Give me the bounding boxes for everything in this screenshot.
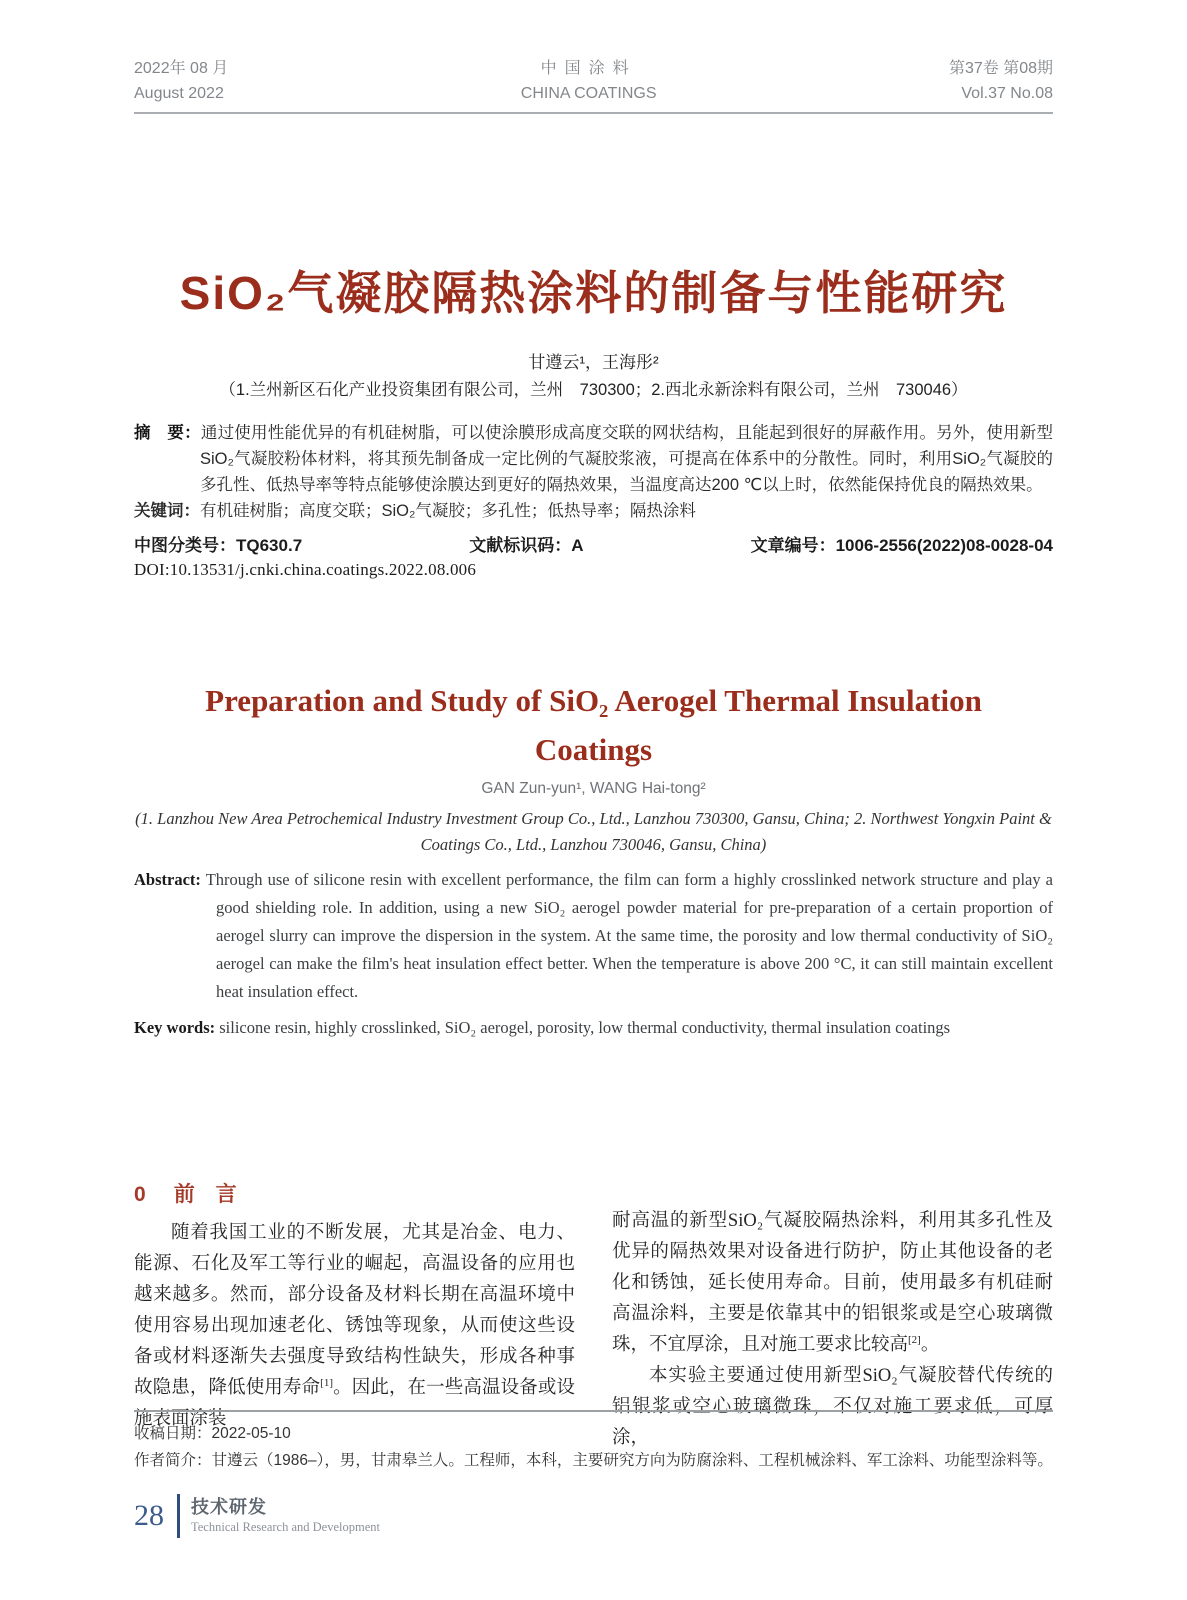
abstract-en	[134, 866, 1053, 1006]
footnote-divider	[134, 1410, 1053, 1412]
abstract-label-en: Abstract:	[134, 870, 201, 889]
affiliation-en: (1. Lanzhou New Area Petrochemical Industry Investment Group Co., Ltd., Lanzhou 730300, Gansu, China; 2. Northwest Yongxin Paint & Coatings Co., Ltd., Lanzhou 730046, Gansu, China)	[135, 809, 1052, 854]
header-journal	[521, 56, 657, 106]
received-date: 收稿日期：2022-05-10	[134, 1425, 291, 1442]
authors-cn: 甘遵云¹，王海彤²	[528, 353, 659, 372]
keywords-text-en: silicone resin, highly crosslinked, SiO₂ aerogel, porosity, low thermal conductivity, thermal insulation coatings	[219, 1018, 951, 1037]
clc-number: 中图分类号：TQ630.7	[134, 536, 303, 555]
article-id: 文章编号：1006-2556(2022)08-0028-04	[750, 536, 1053, 555]
keywords-text-cn: 有机硅树脂；高度交联；SiO₂气凝胶；多孔性；低热导率；隔热涂料	[200, 502, 696, 520]
citation-ref-2: [2]	[908, 1333, 921, 1346]
footer-section	[191, 1496, 380, 1536]
header-journal-en: CHINA COATINGS	[520, 85, 657, 102]
page-number: 28	[134, 1499, 164, 1532]
footer-section-en: Technical Research and Development	[191, 1520, 380, 1534]
article-title-en-text: Preparation and Study of SiO₂ Aerogel Thermal Insulation Coatings	[205, 683, 982, 767]
keywords-cn	[134, 498, 1053, 524]
intro-right-text-b: 。	[920, 1335, 940, 1355]
author-bio: 作者简介：甘遵云（1986–），男，甘肃皋兰人。工程师，本科，主要研究方向为防腐涂料、工程机械涂料、军工涂料、功能型涂料等。	[134, 1452, 1053, 1469]
header-issue-cn: 第37卷 第08期	[948, 60, 1053, 77]
doi: DOI:10.13531/j.cnki.china.coatings.2022.08.006	[134, 560, 477, 579]
footer-section-cn: 技术研发	[191, 1497, 267, 1517]
header-divider	[134, 112, 1053, 114]
abstract-text-cn: 通过使用性能优异的有机硅树脂，可以使涂膜形成高度交联的网状结构，且能起到很好的屏蔽作用。另外，使用新型SiO₂气凝胶粉体材料，将其预先制备成一定比例的气凝胶浆液，可提高在体系中的分散性。同时，利用SiO₂气凝胶的多孔性、低热导率等特点能够使涂膜达到更好的隔热效果，当温度高达200 ℃以上时，依然能保持优良的隔热效果。	[200, 424, 1054, 494]
intro-paragraph-right-1	[612, 1206, 1053, 1361]
keywords-label-en: Key words:	[134, 1018, 216, 1037]
keywords-label-cn: 关键词：	[134, 502, 200, 520]
footnote-block	[134, 1410, 1053, 1474]
affiliation-cn: （1.兰州新区石化产业投资集团有限公司，兰州 730300；2.西北永新涂料有限公司，兰州 730046）	[219, 381, 968, 399]
keywords-en	[134, 1014, 1053, 1042]
abstract-label-cn: 摘 要：	[134, 424, 201, 442]
article-title-en	[134, 676, 1053, 774]
header-date-en: August 2022	[134, 85, 224, 102]
document-code: 文献标识码：A	[469, 536, 584, 555]
running-head	[134, 56, 1053, 106]
intro-left-text-b: 。因此，在一些高温设备或设施表面涂装	[134, 1378, 575, 1429]
section-heading-intro	[134, 1180, 575, 1210]
abstract-text-en: Through use of silicone resin with excellent performance, the film can form a highly crosslinked network structure and play a good shielding role. In addition, using a new SiO₂ aerogel powder material for pre-preparation of a certain proportion of aerogel slurry can improve the dispersion in the system. At the same time, the porosity and low thermal conductivity of SiO₂ aerogel can make the film's heat insulation effect better. When the temperature is above 200 °C, it can still maintain excellent heat insulation effect.	[205, 870, 1053, 1001]
header-issue	[949, 56, 1053, 106]
header-journal-cn: 中国涂料	[540, 60, 637, 77]
article-title-cn: SiO₂气凝胶隔热涂料的制备与性能研究	[179, 267, 1008, 319]
abstract-block-cn	[134, 420, 1053, 524]
intro-paragraph-left	[134, 1218, 575, 1435]
section-title: 前 言	[173, 1183, 237, 1206]
intro-left-text-a: 随着我国工业的不断发展，尤其是冶金、电力、能源、石化及军工等行业的崛起，高温设备的应用也越来越多。然而，部分设备及材料长期在高温环境中使用容易出现加速老化、锈蚀等现象，从而使这些设备或材料逐渐失去强度导致结构性缺失，形成各种事故隐患，降低使用寿命	[134, 1223, 575, 1398]
section-number: 0	[134, 1183, 146, 1206]
classification-row	[134, 531, 1053, 556]
page-footer	[134, 1494, 1053, 1538]
intro-right-text-a: 耐高温的新型SiO₂气凝胶隔热涂料，利用其多孔性及优异的隔热效果对设备进行防护，防止其他设备的老化和锈蚀，延长使用寿命。目前，使用最多有机硅耐高温涂料，主要是依靠其中的铝银浆或是空心玻璃微珠，不宜厚涂，且对施工要求比较高	[612, 1211, 1053, 1355]
header-date-cn: 2022年 08 月	[134, 60, 229, 77]
intro-paragraph-right-2: 本实验主要通过使用新型SiO₂气凝胶替代传统的铝银浆或空心玻璃微珠，不仅对施工要求低，可厚涂，	[612, 1366, 1053, 1448]
authors-en: GAN Zun-yun¹, WANG Hai-tong²	[481, 780, 706, 797]
abstract-cn	[134, 420, 1053, 498]
citation-ref-1: [1]	[320, 1376, 333, 1389]
abstract-block-en	[134, 866, 1053, 1042]
header-issue-en: Vol.37 No.08	[961, 85, 1053, 102]
footer-divider-bar	[177, 1494, 180, 1538]
header-date	[134, 56, 228, 106]
